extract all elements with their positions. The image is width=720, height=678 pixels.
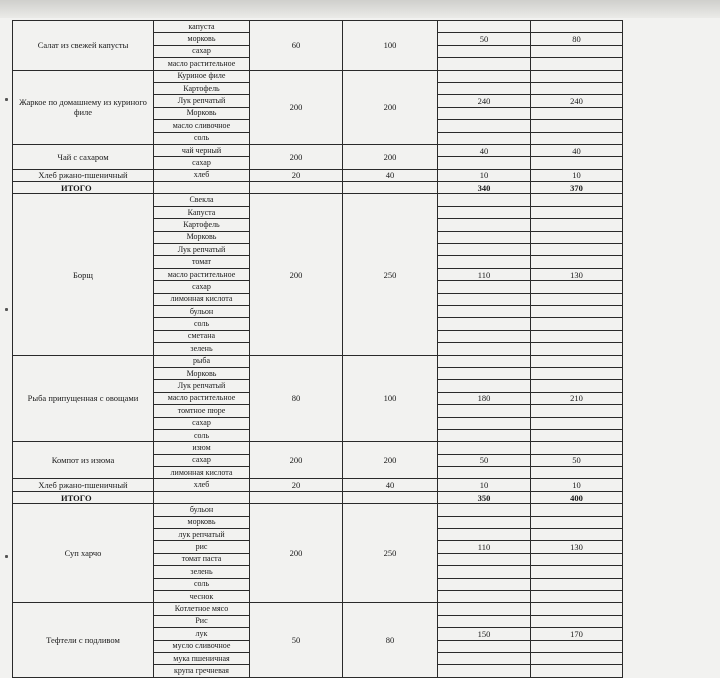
empty-cell: [531, 244, 623, 256]
dish-name: Борщ: [13, 194, 154, 355]
ingredient-name: Рис: [154, 615, 250, 627]
total-small: 340: [438, 182, 531, 194]
empty-cell: [250, 491, 343, 503]
portion-small: 80: [250, 355, 343, 442]
empty-cell: [531, 281, 623, 293]
energy-large: 240: [531, 95, 623, 107]
empty-cell: [438, 107, 531, 119]
energy-small: 40: [438, 144, 531, 156]
energy-large: 130: [531, 541, 623, 553]
empty-cell: [531, 330, 623, 342]
ingredient-name: крупа гречневая: [154, 665, 250, 677]
dish-name: Рыба припущенная с овощами: [13, 355, 154, 442]
empty-cell: [438, 82, 531, 94]
ingredient-name: лук: [154, 628, 250, 640]
empty-cell: [531, 615, 623, 627]
table-row: [13, 144, 713, 156]
ingredient-name: хлеб: [154, 169, 250, 181]
empty-cell: [438, 652, 531, 664]
empty-cell: [531, 405, 623, 417]
empty-cell: [438, 442, 531, 454]
ingredient-name: мусло сливочное: [154, 640, 250, 652]
ingredient-name: сахар: [154, 45, 250, 57]
dish-name: Суп харчо: [13, 504, 154, 603]
empty-cell: [531, 318, 623, 330]
table-row: [13, 479, 713, 491]
energy-small: 50: [438, 33, 531, 45]
portion-large: 80: [343, 603, 438, 677]
empty-cell: [531, 21, 623, 33]
empty-cell: [531, 70, 623, 82]
empty-cell: [438, 194, 531, 206]
empty-cell: [531, 652, 623, 664]
margin-mark: [5, 555, 8, 558]
dish-name: Тефтели с подливом: [13, 603, 154, 677]
empty-cell: [531, 516, 623, 528]
empty-cell: [438, 566, 531, 578]
empty-cell: [531, 665, 623, 677]
empty-cell: [531, 442, 623, 454]
empty-cell: [438, 120, 531, 132]
ingredient-name: мука пшеничная: [154, 652, 250, 664]
empty-cell: [438, 429, 531, 441]
portion-large: 100: [343, 355, 438, 442]
ingredient-name: сахар: [154, 281, 250, 293]
table-row: [13, 355, 713, 367]
portion-large: 250: [343, 194, 438, 355]
portion-large: 200: [343, 70, 438, 144]
ingredient-name: сметана: [154, 330, 250, 342]
ingredient-name: томтное пюре: [154, 405, 250, 417]
total-label: ИТОГО: [13, 182, 154, 194]
empty-cell: [438, 578, 531, 590]
empty-cell: [531, 157, 623, 169]
energy-large: 40: [531, 144, 623, 156]
table-row: [13, 442, 713, 454]
ingredient-name: сахар: [154, 454, 250, 466]
energy-large: 10: [531, 479, 623, 491]
ingredient-name: чай черный: [154, 144, 250, 156]
portion-small: 200: [250, 70, 343, 144]
ingredient-name: хлеб: [154, 479, 250, 491]
scan-edge: [0, 0, 720, 18]
empty-cell: [438, 380, 531, 392]
dish-name: Салат из свежей капусты: [13, 21, 154, 71]
empty-cell: [531, 590, 623, 602]
ingredient-name: Морковь: [154, 231, 250, 243]
empty-cell: [438, 281, 531, 293]
empty-cell: [531, 529, 623, 541]
empty-cell: [438, 504, 531, 516]
table-row: [13, 194, 713, 206]
menu-table-body: [13, 21, 713, 678]
portion-small: 20: [250, 169, 343, 181]
energy-large: 130: [531, 268, 623, 280]
portion-large: 200: [343, 144, 438, 169]
ingredient-name: соль: [154, 429, 250, 441]
dish-name: Хлеб ржано-пшеничный: [13, 479, 154, 491]
empty-cell: [438, 157, 531, 169]
portion-large: 100: [343, 21, 438, 71]
empty-cell: [438, 318, 531, 330]
empty-cell: [531, 355, 623, 367]
empty-cell: [343, 182, 438, 194]
empty-cell: [531, 194, 623, 206]
ingredient-name: бульон: [154, 305, 250, 317]
ingredient-name: чеснок: [154, 590, 250, 602]
dish-name: Чай с сахаром: [13, 144, 154, 169]
portion-small: 60: [250, 21, 343, 71]
portion-small: 200: [250, 442, 343, 479]
empty-cell: [438, 256, 531, 268]
empty-cell: [531, 231, 623, 243]
ingredient-name: сахар: [154, 157, 250, 169]
empty-cell: [438, 132, 531, 144]
empty-cell: [531, 467, 623, 479]
ingredient-name: соль: [154, 578, 250, 590]
empty-cell: [438, 231, 531, 243]
ingredient-name: сахар: [154, 417, 250, 429]
portion-small: 200: [250, 144, 343, 169]
empty-cell: [438, 206, 531, 218]
energy-small: 110: [438, 541, 531, 553]
empty-cell: [531, 343, 623, 355]
ingredient-name: соль: [154, 132, 250, 144]
empty-cell: [438, 343, 531, 355]
portion-large: 40: [343, 169, 438, 181]
empty-cell: [438, 417, 531, 429]
empty-cell: [154, 491, 250, 503]
portion-small: 50: [250, 603, 343, 677]
ingredient-name: Лук репчатый: [154, 380, 250, 392]
energy-small: 10: [438, 169, 531, 181]
empty-cell: [531, 417, 623, 429]
ingredient-name: зелень: [154, 566, 250, 578]
ingredient-name: Лук репчатый: [154, 95, 250, 107]
total-label: ИТОГО: [13, 491, 154, 503]
table-row: [13, 70, 713, 82]
portion-large: 250: [343, 504, 438, 603]
total-small: 350: [438, 491, 531, 503]
ingredient-name: Морковь: [154, 107, 250, 119]
ingredient-name: лук репчатый: [154, 529, 250, 541]
empty-cell: [531, 58, 623, 70]
energy-large: 170: [531, 628, 623, 640]
ingredient-name: Лук репчатый: [154, 244, 250, 256]
energy-large: 80: [531, 33, 623, 45]
empty-cell: [531, 504, 623, 516]
empty-cell: [531, 82, 623, 94]
empty-cell: [343, 491, 438, 503]
empty-cell: [531, 380, 623, 392]
empty-cell: [531, 293, 623, 305]
empty-cell: [438, 58, 531, 70]
ingredient-name: Капуста: [154, 206, 250, 218]
empty-cell: [438, 665, 531, 677]
empty-cell: [531, 640, 623, 652]
energy-small: 10: [438, 479, 531, 491]
empty-cell: [438, 516, 531, 528]
energy-large: 10: [531, 169, 623, 181]
empty-cell: [531, 566, 623, 578]
empty-cell: [531, 367, 623, 379]
empty-cell: [438, 529, 531, 541]
empty-cell: [438, 467, 531, 479]
empty-cell: [531, 578, 623, 590]
empty-cell: [438, 615, 531, 627]
ingredient-name: морковь: [154, 33, 250, 45]
empty-cell: [531, 206, 623, 218]
ingredient-name: Куриное филе: [154, 70, 250, 82]
ingredient-name: Морковь: [154, 367, 250, 379]
empty-cell: [531, 429, 623, 441]
menu-table: [12, 20, 713, 678]
ingredient-name: изюм: [154, 442, 250, 454]
table-row: [13, 169, 713, 181]
empty-cell: [438, 553, 531, 565]
ingredient-name: рыба: [154, 355, 250, 367]
margin-mark: [5, 98, 8, 101]
total-row: [13, 491, 713, 503]
total-large: 370: [531, 182, 623, 194]
empty-cell: [531, 132, 623, 144]
empty-cell: [438, 590, 531, 602]
table-row: [13, 21, 713, 33]
portion-large: 40: [343, 479, 438, 491]
ingredient-name: томат паста: [154, 553, 250, 565]
portion-small: 200: [250, 504, 343, 603]
empty-cell: [438, 219, 531, 231]
margin-mark: [5, 308, 8, 311]
energy-small: 110: [438, 268, 531, 280]
energy-small: 50: [438, 454, 531, 466]
portion-small: 20: [250, 479, 343, 491]
empty-cell: [438, 305, 531, 317]
ingredient-name: Картофель: [154, 219, 250, 231]
ingredient-name: томат: [154, 256, 250, 268]
ingredient-name: масло растительное: [154, 58, 250, 70]
empty-cell: [531, 305, 623, 317]
dish-name: Хлеб ржано-пшеничный: [13, 169, 154, 181]
portion-large: 200: [343, 442, 438, 479]
ingredient-name: Свекла: [154, 194, 250, 206]
ingredient-name: масло сливочное: [154, 120, 250, 132]
table-row: [13, 504, 713, 516]
empty-cell: [531, 553, 623, 565]
ingredient-name: лимонная кислота: [154, 467, 250, 479]
ingredient-name: лимонная кислота: [154, 293, 250, 305]
energy-small: 150: [438, 628, 531, 640]
ingredient-name: Картофель: [154, 82, 250, 94]
empty-cell: [531, 107, 623, 119]
empty-cell: [438, 405, 531, 417]
empty-cell: [438, 355, 531, 367]
empty-cell: [250, 182, 343, 194]
ingredient-name: зелень: [154, 343, 250, 355]
ingredient-name: морковь: [154, 516, 250, 528]
empty-cell: [438, 293, 531, 305]
total-row: [13, 182, 713, 194]
empty-cell: [438, 45, 531, 57]
empty-cell: [531, 219, 623, 231]
ingredient-name: капуста: [154, 21, 250, 33]
ingredient-name: соль: [154, 318, 250, 330]
empty-cell: [438, 640, 531, 652]
empty-cell: [438, 244, 531, 256]
ingredient-name: масло растительное: [154, 268, 250, 280]
energy-large: 50: [531, 454, 623, 466]
ingredient-name: Котлетное мясо: [154, 603, 250, 615]
energy-small: 240: [438, 95, 531, 107]
empty-cell: [438, 330, 531, 342]
empty-cell: [154, 182, 250, 194]
energy-small: 180: [438, 392, 531, 404]
empty-cell: [438, 367, 531, 379]
empty-cell: [531, 45, 623, 57]
dish-name: Компот из изюма: [13, 442, 154, 479]
energy-large: 210: [531, 392, 623, 404]
empty-cell: [531, 120, 623, 132]
ingredient-name: рис: [154, 541, 250, 553]
empty-cell: [438, 70, 531, 82]
dish-name: Жаркое по домашнему из куриного филе: [13, 70, 154, 144]
portion-small: 200: [250, 194, 343, 355]
empty-cell: [531, 256, 623, 268]
empty-cell: [438, 21, 531, 33]
ingredient-name: бульон: [154, 504, 250, 516]
ingredient-name: масло растительное: [154, 392, 250, 404]
total-large: 400: [531, 491, 623, 503]
